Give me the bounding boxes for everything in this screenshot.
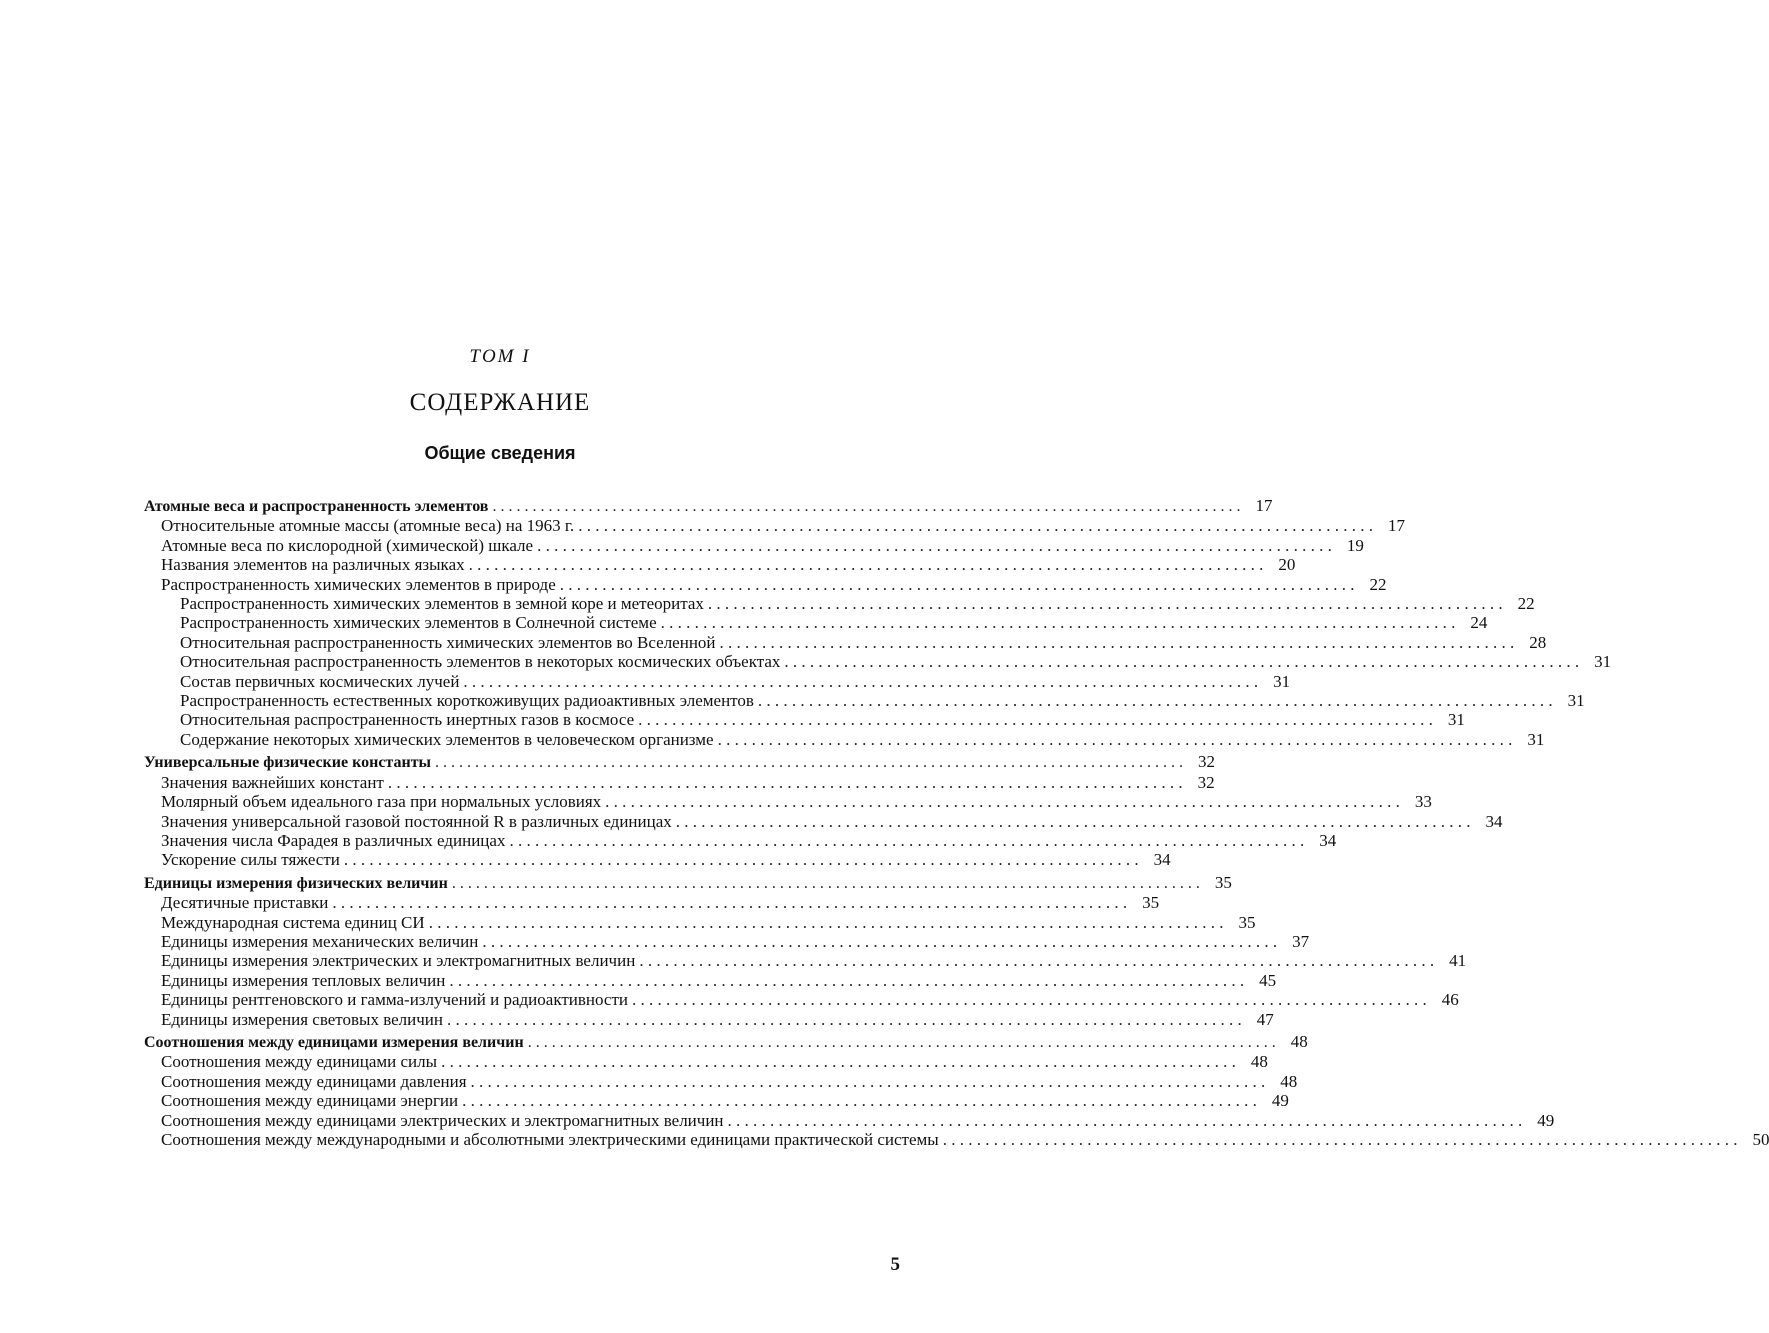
dot-leader xyxy=(429,913,1224,932)
toc-entry-title: Единицы измерения световых величин xyxy=(161,1009,444,1029)
toc-entry xyxy=(144,1009,1274,1029)
toc-entry xyxy=(144,772,1215,792)
toc-page-number: 19 xyxy=(1346,535,1364,555)
toc-page-number: 32 xyxy=(1198,752,1216,772)
toc-entry-title: Распространенность химических элементов в природе xyxy=(161,574,556,594)
dot-leader xyxy=(482,932,1277,951)
toc-page-number: 48 xyxy=(1290,1031,1308,1051)
toc-entry-title: Молярный объем идеального газа при нормальных условиях xyxy=(161,792,602,812)
toc-entry xyxy=(144,652,1612,672)
toc-entry-title: Соотношения между единицами энергии xyxy=(161,1091,459,1111)
toc-entry-title: Значения важнейших констант xyxy=(161,772,384,792)
dot-leader xyxy=(388,773,1183,792)
toc-entry-title: Ускорение силы тяжести xyxy=(161,850,340,870)
dot-leader xyxy=(441,1052,1236,1071)
toc-entry-title: Атомные веса и распространенность элементов xyxy=(144,498,489,515)
toc-page-number: 35 xyxy=(1142,893,1160,913)
toc-page-number: 35 xyxy=(1214,872,1232,892)
dot-leader xyxy=(720,633,1515,652)
dot-leader xyxy=(718,730,1513,749)
toc-entry-title: Десятичные приставки xyxy=(161,893,329,913)
dot-leader xyxy=(605,792,1400,811)
toc-page-number: 17 xyxy=(1387,516,1405,536)
dot-leader xyxy=(638,710,1433,729)
dot-leader xyxy=(661,613,1456,632)
dot-leader xyxy=(509,831,1304,850)
toc-page-number: 17 xyxy=(1255,496,1273,515)
toc-entry-title: Единицы измерения тепловых величин xyxy=(161,970,446,990)
volume-label: ТОМ I xyxy=(469,346,531,367)
toc-entry-title: Относительная распространенность инертных газов в космосе xyxy=(180,710,635,730)
dot-leader xyxy=(632,990,1427,1009)
toc-page-number: 20 xyxy=(1278,555,1296,575)
toc-page-number: 31 xyxy=(1447,710,1465,730)
dot-leader xyxy=(447,1010,1242,1029)
toc-page-number: 49 xyxy=(1537,1110,1555,1130)
toc-entry-title: Значения универсальной газовой постоянной R в различных единицах xyxy=(161,811,672,831)
toc-entry xyxy=(144,931,1310,951)
toc-entry xyxy=(144,830,1337,850)
toc-page-number: 24 xyxy=(1470,613,1488,633)
dot-leader xyxy=(492,497,1240,516)
toc-entry-title: Соотношения между единицами измерения величин xyxy=(144,1033,524,1051)
toc-page-number: 49 xyxy=(1271,1091,1289,1111)
toc-entry xyxy=(144,516,1405,536)
toc-page-number: 22 xyxy=(1517,594,1535,614)
toc-chapter xyxy=(144,872,1232,893)
toc-page-number: 47 xyxy=(1256,1009,1274,1029)
toc-entry xyxy=(144,613,1488,633)
toc-page-number: 37 xyxy=(1292,931,1310,951)
dot-leader xyxy=(676,812,1471,831)
toc-entry-title: Единицы измерения электрических и электромагнитных величин xyxy=(161,951,636,971)
toc-page-number: 34 xyxy=(1485,811,1503,831)
dot-leader xyxy=(728,1111,1523,1130)
toc-entry xyxy=(144,535,1364,555)
dot-leader xyxy=(344,850,1139,869)
toc-page-number: 48 xyxy=(1250,1052,1268,1072)
dot-leader xyxy=(560,575,1355,594)
toc-page-number: 50 xyxy=(1752,1130,1769,1149)
dot-leader xyxy=(471,1072,1266,1091)
dot-leader xyxy=(452,874,1200,893)
toc-entry-title: Атомные веса по кислородной (химической) шкале xyxy=(161,535,534,555)
toc-entry xyxy=(144,710,1465,730)
toc-page-number: 31 xyxy=(1527,729,1545,749)
toc-chapter xyxy=(144,1031,1308,1052)
toc-entry xyxy=(144,1091,1289,1111)
dot-leader xyxy=(943,1130,1738,1149)
toc-chapter xyxy=(144,752,1216,772)
toc-entry xyxy=(144,729,1545,749)
page-title: СОДЕРЖАНИЕ xyxy=(409,389,591,416)
toc-entry xyxy=(144,970,1277,990)
toc-entry-title: Относительные атомные массы (атомные веса) на 1963 г. xyxy=(161,516,575,536)
dot-leader xyxy=(528,1033,1276,1052)
toc-entry xyxy=(144,1130,1769,1149)
toc-entry xyxy=(144,990,1459,1010)
toc-entry xyxy=(144,1071,1298,1091)
toc-page-number: 31 xyxy=(1567,691,1585,711)
toc-entry xyxy=(144,912,1256,932)
dot-leader xyxy=(469,555,1264,574)
toc-page-number: 35 xyxy=(1238,912,1256,932)
toc-entry-title: Международная система единиц СИ xyxy=(161,912,425,932)
toc-page-number: 48 xyxy=(1280,1071,1298,1091)
toc-entry-title: Относительная распространенность элементов в некоторых космических объектах xyxy=(180,652,781,672)
toc-entry-title: Значения числа Фарадея в различных единицах xyxy=(161,830,506,850)
toc-entry-title: Распространенность химических элементов в земной коре и метеоритах xyxy=(180,594,704,614)
toc-entry xyxy=(144,671,1291,691)
toc-entry-title: Соотношения между единицами давления xyxy=(161,1071,467,1091)
toc-entry-title: Единицы рентгеновского и гамма-излучений и радиоактивности xyxy=(161,990,629,1010)
toc-entry xyxy=(144,691,1585,711)
toc-entry-title: Соотношения между международными и абсолютными электрическими единицами практической системы xyxy=(161,1130,939,1149)
toc-chapter xyxy=(144,496,1273,516)
toc-page-number: 34 xyxy=(1153,850,1171,870)
dot-leader xyxy=(708,594,1503,613)
dot-leader xyxy=(332,893,1127,912)
toc-entry-title: Названия элементов на различных языках xyxy=(161,555,465,575)
toc-page-number: 31 xyxy=(1594,652,1612,672)
toc-entry xyxy=(144,811,1503,831)
dot-leader xyxy=(435,753,1183,772)
toc-page-number: 33 xyxy=(1414,792,1432,812)
toc-entry-title: Распространенность естественных короткоживущих радиоактивных элементов xyxy=(180,691,754,711)
dot-leader xyxy=(758,691,1553,710)
toc-entry xyxy=(144,1110,1555,1130)
toc-entry xyxy=(144,632,1547,652)
table-of-contents xyxy=(144,496,1769,1149)
toc-page-number: 45 xyxy=(1259,970,1277,990)
toc-page-number: 28 xyxy=(1529,632,1547,652)
page-number: 5 xyxy=(890,1254,900,1275)
dot-leader xyxy=(537,536,1332,555)
toc-entry-title: Единицы измерения физических величин xyxy=(144,874,448,892)
toc-entry xyxy=(144,594,1535,614)
toc-page-number: 41 xyxy=(1449,951,1467,971)
toc-entry-title: Универсальные физические константы xyxy=(144,754,432,772)
section-heading: Общие сведения xyxy=(424,443,576,463)
toc-entry-title: Соотношения между единицами силы xyxy=(161,1052,438,1072)
toc-page-number: 34 xyxy=(1319,830,1337,850)
dot-leader xyxy=(449,971,1244,990)
toc-page-number: 32 xyxy=(1197,772,1215,792)
dot-leader xyxy=(463,672,1258,691)
toc-entry xyxy=(144,1052,1268,1072)
toc-entry-title: Единицы измерения механических величин xyxy=(161,931,479,951)
toc-entry xyxy=(144,792,1432,812)
toc-entry-title: Относительная распространенность химических элементов во Вселенной xyxy=(180,632,716,652)
toc-entry xyxy=(144,893,1160,913)
dot-leader xyxy=(462,1091,1257,1110)
toc-entry xyxy=(144,850,1171,870)
dot-leader xyxy=(578,516,1373,535)
toc-page-number: 22 xyxy=(1369,574,1387,594)
toc-entry-title: Содержание некоторых химических элементов в человеческом организме xyxy=(180,729,714,749)
toc-entry-title: Соотношения между единицами электрических и электромагнитных величин xyxy=(161,1110,724,1130)
toc-page-number: 31 xyxy=(1273,671,1291,691)
dot-leader xyxy=(784,652,1579,671)
dot-leader xyxy=(639,951,1434,970)
toc-entry xyxy=(144,555,1296,575)
toc-entry xyxy=(144,574,1387,594)
toc-entry-title: Состав первичных космических лучей xyxy=(180,671,460,691)
toc-page-number: 46 xyxy=(1441,990,1459,1010)
toc-entry xyxy=(144,951,1467,971)
toc-entry-title: Распространенность химических элементов в Солнечной системе xyxy=(180,613,657,633)
